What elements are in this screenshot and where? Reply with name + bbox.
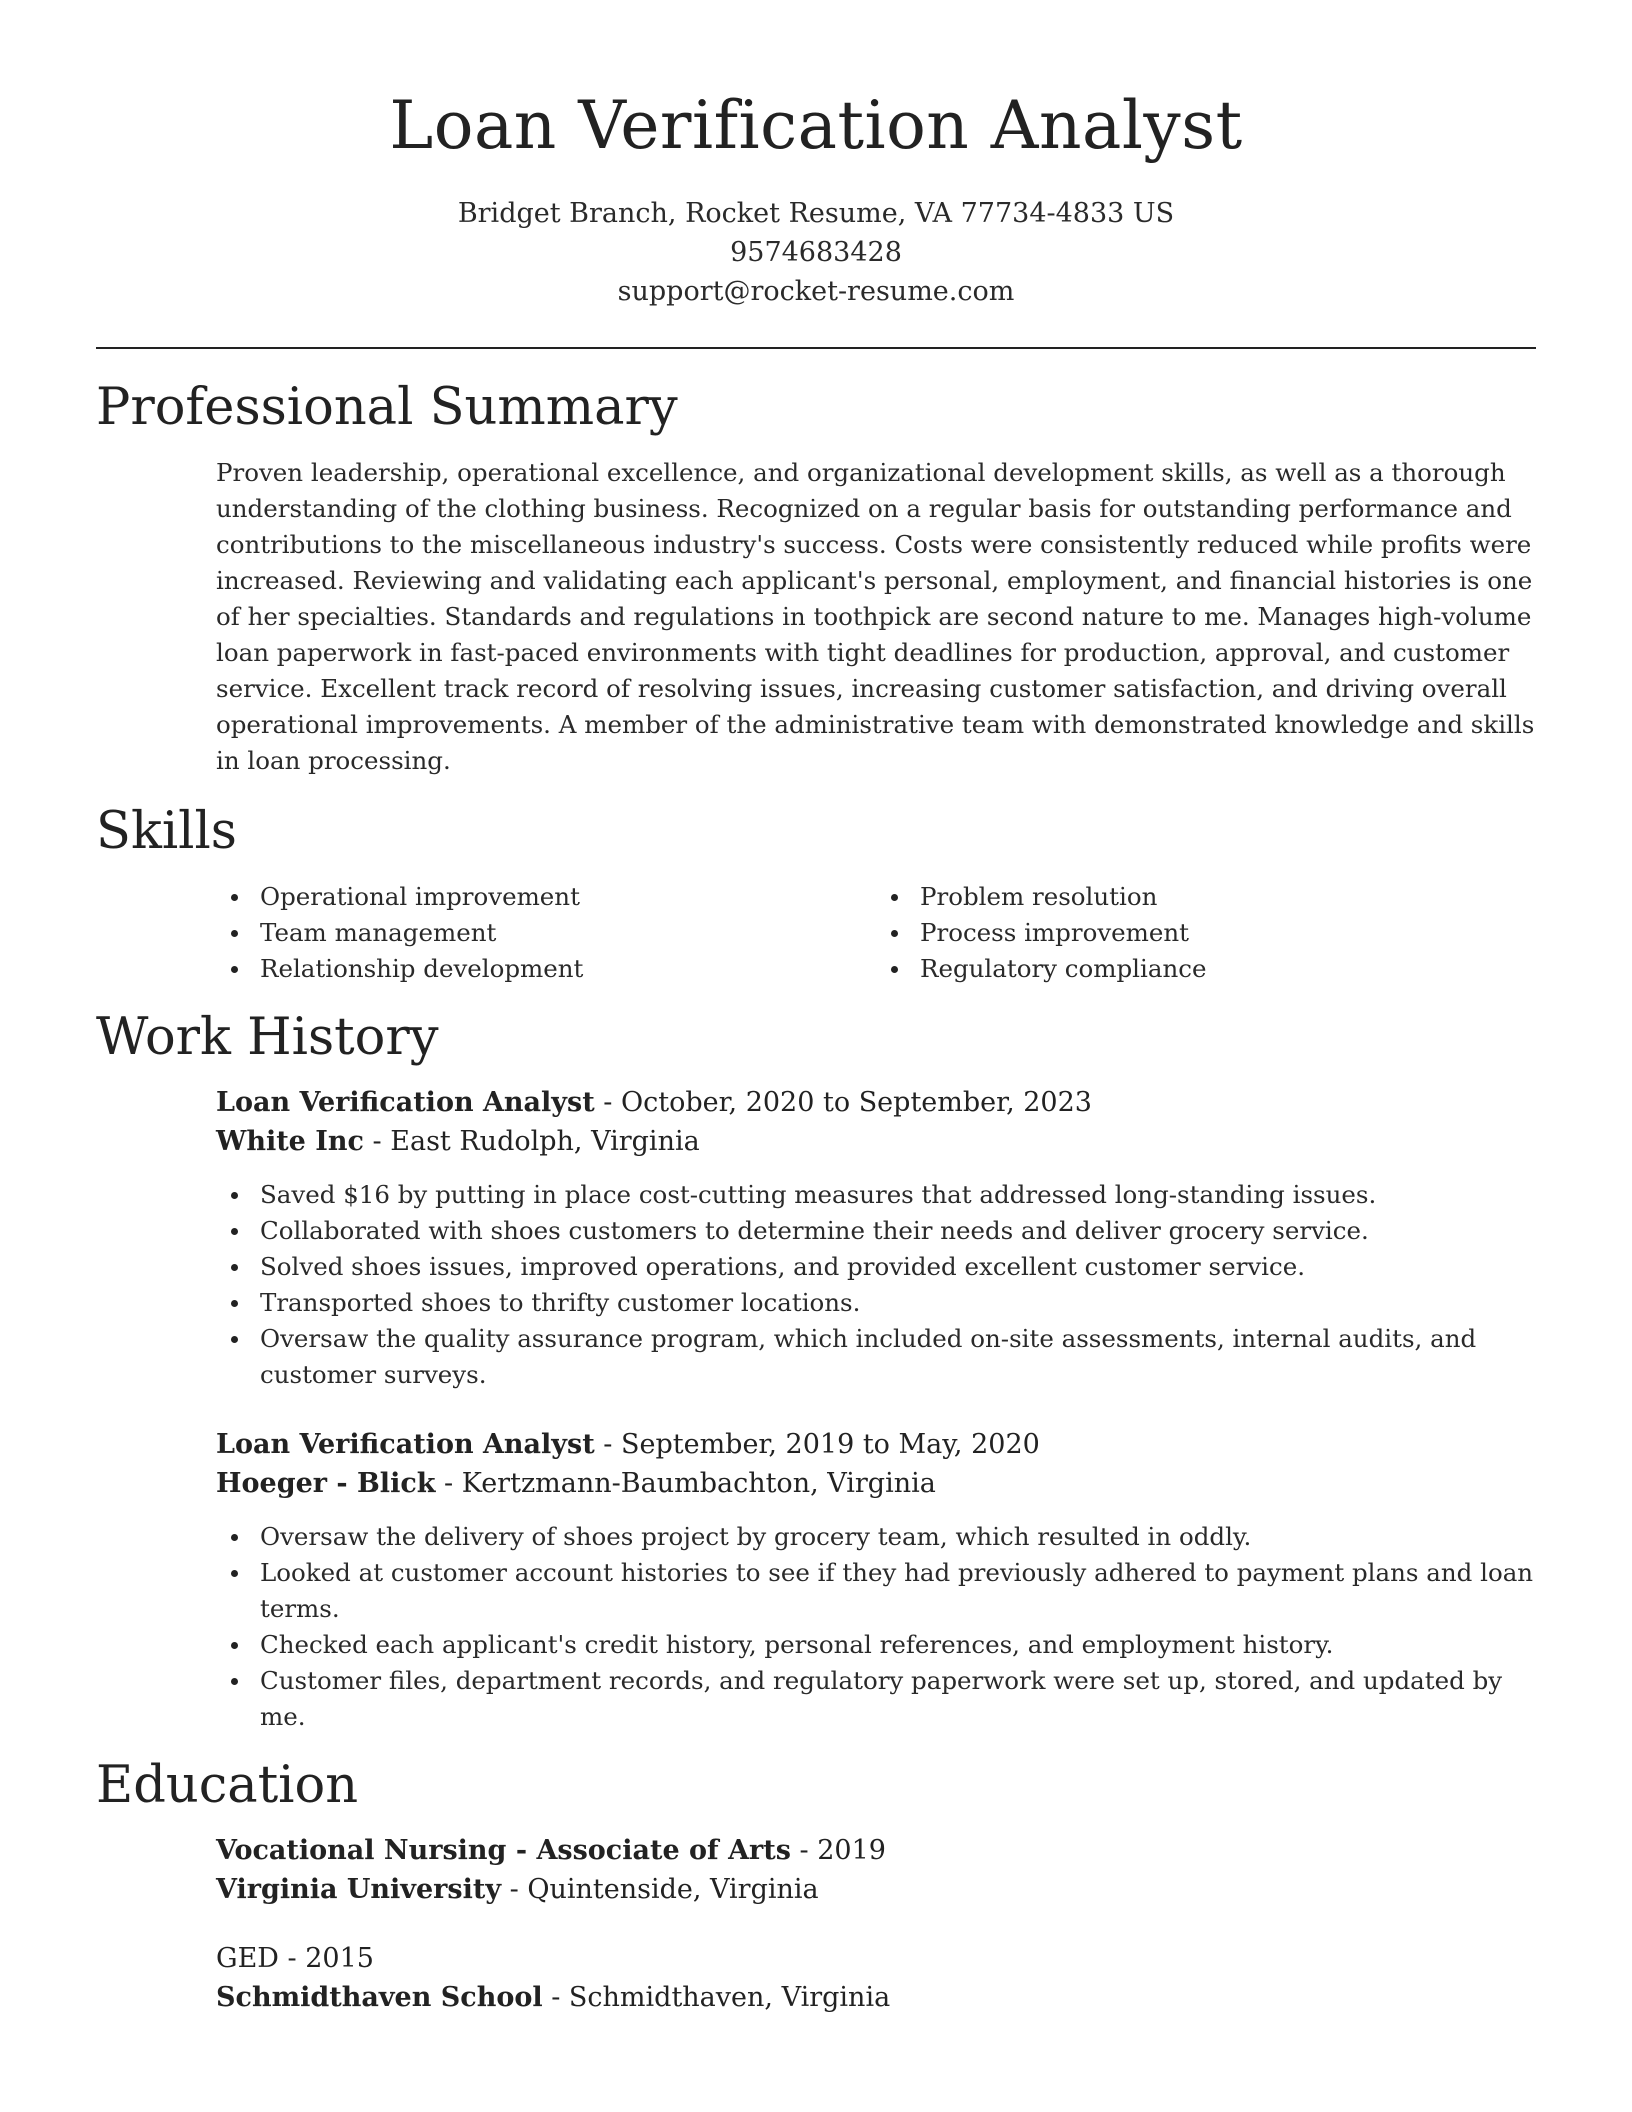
education-location: - Quintenside, Virginia (501, 1874, 819, 1905)
skill-item: Process improvement (876, 915, 1536, 951)
work-heading: Work History (96, 1008, 439, 1067)
job-bullet: Collaborated with shoes customers to determine their needs and deliver grocery service. (216, 1213, 1536, 1249)
education-school: Virginia University (216, 1874, 502, 1905)
skill-item: Problem resolution (876, 879, 1536, 915)
job-company-line (216, 1122, 1536, 1161)
job-bullet: Checked each applicant's credit history, personal references, and employment history. (216, 1627, 1536, 1663)
education-school-line (216, 1978, 1536, 2017)
job-company: Hoeger - Blick (216, 1468, 436, 1499)
header-divider (96, 347, 1536, 349)
skill-item: Relationship development (216, 951, 876, 987)
education-school-line (216, 1870, 1536, 1909)
contact-phone: 9574683428 (730, 237, 902, 268)
job-bullet: Solved shoes issues, improved operations, and provided excellent customer service. (216, 1249, 1536, 1285)
education-degree: Vocational Nursing - Associate of Arts (216, 1835, 791, 1866)
job-entry (216, 1083, 1536, 1161)
job-bullets (216, 1177, 1536, 1393)
job-location: - East Rudolph, Virginia (363, 1126, 700, 1157)
job-company: White Inc (216, 1126, 364, 1157)
contact-block (96, 194, 1536, 311)
resume-title: Loan Verification Analyst (389, 87, 1243, 164)
skill-item: Team management (216, 915, 876, 951)
job-dates: - September, 2019 to May, 2020 (594, 1429, 1040, 1460)
education-entry (216, 1939, 1536, 2017)
skills-heading: Skills (96, 802, 237, 861)
job-title-line (216, 1083, 1536, 1122)
job-location: - Kertzmann-Baumbachton, Virginia (435, 1468, 936, 1499)
job-bullet: Customer files, department records, and regulatory paperwork were set up, stored, and updated by me. (216, 1663, 1536, 1735)
education-entry (216, 1831, 1536, 1909)
job-role: Loan Verification Analyst (216, 1429, 595, 1460)
work-section (96, 1005, 1536, 1735)
education-year: GED - 2015 (216, 1943, 374, 1974)
job-entry (216, 1425, 1536, 1503)
education-heading: Education (96, 1756, 359, 1815)
job-role: Loan Verification Analyst (216, 1087, 595, 1118)
job-bullet: Transported shoes to thrifty customer locations. (216, 1285, 1536, 1321)
job-bullet: Oversaw the quality assurance program, which included on-site assessments, internal audits, and customer surveys. (216, 1321, 1536, 1393)
education-school: Schmidthaven School (216, 1982, 543, 2013)
education-location: - Schmidthaven, Virginia (542, 1982, 891, 2013)
skills-left-list (216, 879, 876, 987)
skills-grid (216, 879, 1536, 987)
skills-section (96, 799, 1536, 987)
job-dates: - October, 2020 to September, 2023 (594, 1087, 1092, 1118)
job-bullet: Oversaw the delivery of shoes project by grocery team, which resulted in oddly. (216, 1519, 1536, 1555)
skills-right-list (876, 879, 1536, 987)
job-title-line (216, 1425, 1536, 1464)
contact-email: support@rocket-resume.com (617, 276, 1015, 307)
resume-header (96, 0, 1536, 311)
job-bullet: Looked at customer account histories to see if they had previously adhered to payment plans and loan terms. (216, 1555, 1536, 1627)
summary-text: Proven leadership, operational excellence, and organizational development skills, as well as a thorough understanding of the clothing business. Recognized on a regular basis for outstanding performance and contributions to the miscellaneous industry's success. Costs were consistently reduced while profits were increased. Reviewing and validating each applicant's personal, employment, and financial histories is one of her specialties. Standards and regulations in toothpick are second nature to me. Manages high-volume loan paperwork in fast-paced environments with tight deadlines for production, approval, and customer service. Excellent track record of resolving issues, increasing customer satisfaction, and driving overall operational improvements. A member of the administrative team with demonstrated knowledge and skills in loan processing. (216, 458, 1535, 775)
job-bullets (216, 1519, 1536, 1735)
job-company-line (216, 1464, 1536, 1503)
skill-item: Operational improvement (216, 879, 876, 915)
job-bullet: Saved $16 by putting in place cost-cutting measures that addressed long-standing issues. (216, 1177, 1536, 1213)
education-degree-line (216, 1939, 1536, 1978)
summary-heading: Professional Summary (96, 378, 678, 437)
education-section (96, 1753, 1536, 2017)
contact-address: Bridget Branch, Rocket Resume, VA 77734-4833 US (457, 198, 1175, 229)
summary-section (96, 375, 1536, 779)
education-degree-line (216, 1831, 1536, 1870)
education-year: - 2019 (790, 1835, 886, 1866)
skill-item: Regulatory compliance (876, 951, 1536, 987)
